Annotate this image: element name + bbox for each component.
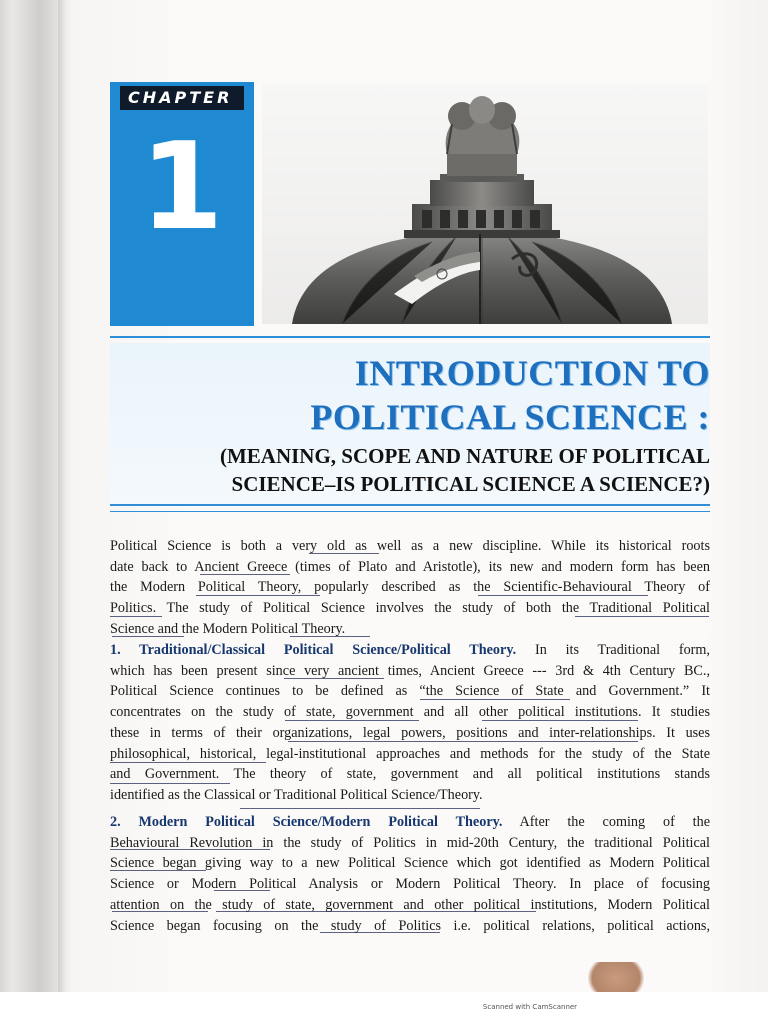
chapter-title-line1: INTRODUCTION TO — [354, 353, 710, 393]
pen-underline — [290, 636, 370, 637]
text-line: concentrates on the study of state, government and all other political institutions. It studies — [110, 704, 710, 721]
pen-underline — [216, 911, 536, 912]
parliament-emblem-photo — [262, 84, 708, 324]
pen-underline — [309, 553, 379, 554]
pen-underline — [420, 699, 570, 700]
pen-underline — [575, 616, 709, 617]
chapter-title-line2: POLITICAL SCIENCE : — [310, 397, 710, 437]
pen-underline — [285, 720, 419, 721]
pen-underline — [214, 890, 270, 891]
chapter-subtitle-line2: SCIENCE–IS POLITICAL SCIENCE A SCIENCE?) — [231, 472, 710, 496]
text-line: Science began focusing on the study of Politics i.e. political relations, political actions, — [110, 917, 710, 934]
section-heading-traditional: 1. Traditional/Classical Political Science/Political Theory. — [110, 642, 517, 658]
text-line: 2. Modern Political Science/Modern Political Theory. After the coming of the — [110, 814, 710, 830]
pen-underline — [240, 808, 480, 809]
text-line: Science or Modern Political Analysis or Modern Political Theory. In place of focusing — [110, 876, 710, 893]
chapter-label: CHAPTER — [120, 86, 244, 110]
text-line: Science began giving way to a new Political Science which got identified as Modern Political — [110, 855, 710, 872]
page-bottom-margin — [0, 992, 768, 1024]
pen-underline — [110, 783, 230, 784]
text-line: 1. Traditional/Classical Political Science/Political Theory. In its Traditional form, — [110, 642, 710, 658]
text-line: philosophical, historical, legal-institutional approaches and methods for the study of the State — [110, 745, 710, 762]
modern-paragraph — [110, 812, 710, 936]
text-line: which has been present since very ancient times, Ancient Greece --- 3rd & 4th Century BC., — [110, 662, 710, 679]
book-gutter-shadow — [58, 0, 66, 1000]
text-line: Behavioural Revolution in the study of Politics in mid-20th Century, the traditional Political — [110, 834, 710, 851]
text-line: Political Science continues to be defined as “the Science of State and Government.” It — [110, 683, 710, 700]
pen-underline — [110, 616, 162, 617]
pen-underline — [112, 636, 184, 637]
pen-underline — [110, 849, 270, 850]
pen-underline — [112, 911, 208, 912]
text-line: the Modern Political Theory, popularly described as the Scientific-Behavioural Theory of — [110, 579, 710, 596]
pen-underline — [196, 595, 320, 596]
text-line: identified as the Classical or Traditional Political Science/Theory. — [110, 786, 483, 803]
text-line: attention on the study of state, government and other political institutions, Modern Political — [110, 896, 710, 913]
pen-underline — [482, 720, 638, 721]
pen-underline — [284, 678, 384, 679]
traditional-paragraph — [110, 640, 710, 806]
pen-underline — [320, 932, 440, 933]
pen-underline — [200, 574, 290, 575]
text-line: Science and the Modern Political Theory. — [110, 620, 346, 637]
intro-paragraph — [110, 536, 710, 640]
chapter-number: 1 — [140, 118, 224, 257]
text-line: Politics. The study of Political Science involves the study of both the Traditional Political — [110, 600, 710, 617]
text-line: and Government. The theory of state, government and all political institutions stands — [110, 766, 710, 783]
section-heading-modern: 2. Modern Political Science/Modern Political Theory. — [110, 814, 503, 830]
pen-underline — [288, 741, 638, 742]
chapter-subtitle-line1: (MEANING, SCOPE AND NATURE OF POLITICAL — [219, 444, 710, 468]
scanner-watermark: Scanned with CamScanner — [482, 1003, 578, 1011]
text-line: these in terms of their organizations, legal powers, positions and inter-relationships. It uses — [110, 724, 710, 741]
title-bottom-rule — [110, 504, 710, 512]
text-line: Political Science is both a very old as well as a new discipline. While its historical roots — [110, 538, 710, 554]
pen-underline — [478, 595, 648, 596]
text-line: date back to Ancient Greece (times of Plato and Aristotle), its new and modern form has been — [110, 558, 710, 575]
pen-underline — [110, 870, 206, 871]
pen-underline — [110, 762, 266, 763]
